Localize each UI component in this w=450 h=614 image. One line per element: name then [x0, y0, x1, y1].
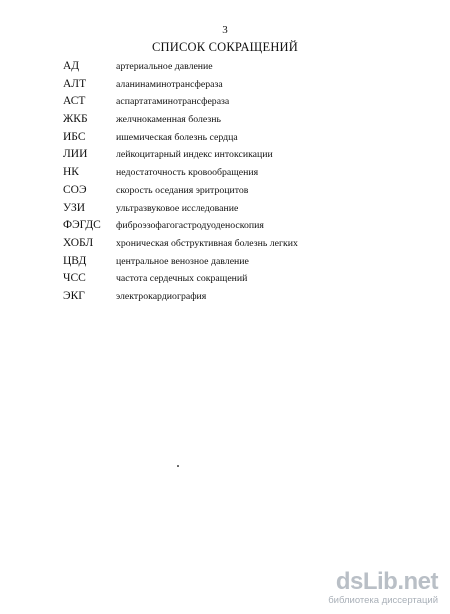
abbreviation-term: АЛТ	[63, 77, 87, 90]
watermark	[328, 569, 438, 606]
abbreviation-term: СОЭ	[63, 183, 87, 196]
abbreviation-definition: лейкоцитарный индекс интоксикации	[116, 149, 273, 161]
abbreviation-term: ЛИИ	[63, 148, 88, 161]
abbreviation-row	[0, 164, 450, 182]
scan-speck	[177, 465, 179, 467]
abbreviation-definition: желчнокаменная болезнь	[116, 114, 221, 126]
abbreviation-term: ФЭГДС	[63, 219, 101, 232]
abbreviation-term: ЖКБ	[63, 113, 88, 126]
abbreviation-row	[0, 253, 450, 271]
abbreviation-definition: фиброэзофагогастродуоденоскопия	[116, 220, 264, 232]
abbreviation-definition: аспартатаминотрансфераза	[116, 96, 230, 108]
abbreviation-term: УЗИ	[63, 201, 86, 214]
abbreviation-term: ИБС	[63, 130, 86, 143]
abbreviation-row	[0, 217, 450, 235]
abbreviation-row	[0, 58, 450, 76]
abbreviation-definition: скорость оседания эритроцитов	[116, 184, 249, 196]
abbreviation-row	[0, 129, 450, 147]
page-title: СПИСОК СОКРАЩЕНИЙ	[151, 40, 299, 54]
abbreviation-term: ЧСС	[63, 272, 86, 285]
abbreviation-term: АД	[63, 60, 80, 72]
abbreviation-row	[0, 200, 450, 218]
abbreviation-definition: электрокардиография	[116, 290, 207, 302]
abbreviation-row	[0, 146, 450, 164]
abbreviation-term: ЦВД	[63, 254, 87, 267]
abbreviation-list	[0, 58, 450, 306]
abbreviation-term: ХОБЛ	[63, 236, 94, 249]
abbreviation-definition: центральное венозное давление	[116, 255, 249, 267]
abbreviation-term: НК	[63, 166, 79, 179]
abbreviation-definition: аланинаминотрансфераза	[116, 78, 223, 90]
abbreviation-row	[0, 235, 450, 253]
abbreviation-definition: артериальное давление	[116, 61, 213, 72]
abbreviation-term: АСТ	[63, 95, 86, 108]
abbreviation-row	[0, 93, 450, 111]
abbreviation-definition: ишемическая болезнь сердца	[116, 131, 238, 143]
abbreviation-definition: хроническая обструктивная болезнь легких	[116, 237, 298, 249]
abbreviation-term: ЭКГ	[63, 289, 85, 302]
watermark-logo: dsLib.net	[335, 568, 438, 595]
abbreviation-definition: частота сердечных сокращений	[116, 273, 248, 285]
abbreviation-definition: недостаточность кровообращения	[116, 167, 259, 179]
abbreviation-row	[0, 76, 450, 94]
abbreviation-row	[0, 270, 450, 288]
abbreviation-definition: ультразвуковое исследование	[116, 202, 239, 214]
abbreviation-row	[0, 182, 450, 200]
watermark-caption: библиотека диссертаций	[328, 595, 438, 606]
abbreviation-row	[0, 288, 450, 306]
abbreviation-row	[0, 111, 450, 129]
page-number: 3	[222, 24, 228, 36]
